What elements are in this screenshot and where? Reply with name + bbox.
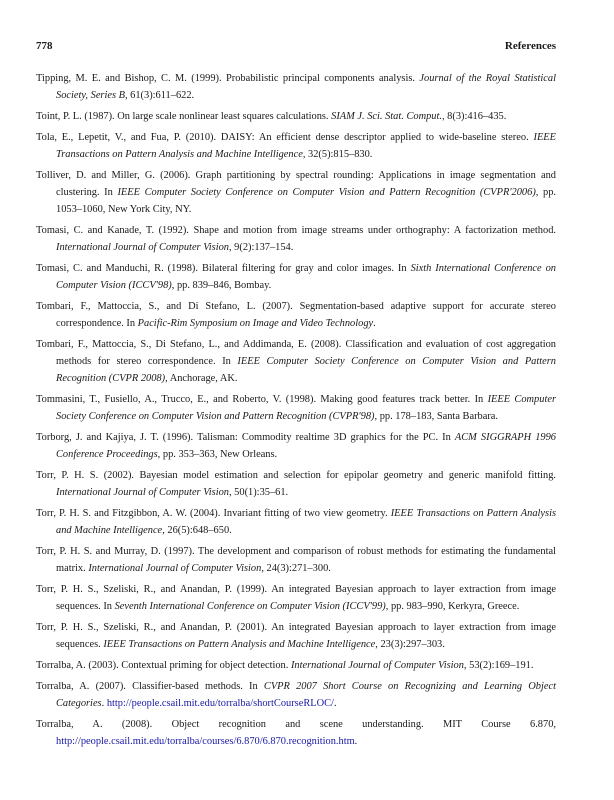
reference-entry [36,391,556,425]
reference-entry [36,581,556,615]
reference-details: , 24(3):271–300. [261,563,331,574]
reference-entry [36,222,556,256]
reference-venue: IEEE Computer Society Conference on Computer Vision and Pattern Recognition (CVPR'2006) [117,187,536,198]
reference-text: Toint, P. L. (1987). On large scale nonlinear least squares calculations. [36,111,332,122]
reference-text: Torr, P. H. S., Szeliski, R., and Anandan, P. (2001). An integrated Bayesian approach to layer extraction from image sequences. [36,622,556,650]
reference-text: Torr, P. H. S. and Murray, D. (1997). The development and comparison of robust methods for estimating the fundamental matrix. [36,546,556,574]
reference-tail: . [354,736,358,747]
page-number: 778 [36,40,53,52]
reference-venue: ACM SIGGRAPH 1996 Conference Proceedings [56,432,556,460]
reference-details: , 8(3):416–435. [441,111,507,122]
reference-venue: SIAM J. Sci. Stat. Comput. [331,111,442,122]
reference-tail: . [333,698,337,709]
reference-entry [36,298,556,332]
reference-text: Torralba, A. (2008). Object recognition and scene understanding. MIT Course 6.870, [36,719,556,730]
reference-details: , 53(2):169–191. [463,660,534,671]
reference-text: Torr, P. H. S. and Fitzgibbon, A. W. (2004). Invariant fitting of two view geometry. [36,508,391,519]
reference-entry [36,429,556,463]
reference-entry [36,129,556,163]
reference-entry [36,108,556,125]
reference-entry [36,336,556,387]
reference-venue: International Journal of Computer Vision [56,487,229,498]
reference-details: . [373,318,376,329]
reference-text: Torborg, J. and Kajiya, J. T. (1996). Talisman: Commodity realtime 3D graphics for the PC. In [36,432,455,443]
reference-link[interactable]: http://people.csail.mit.edu/torralba/courses/6.870/6.870.recognition.htm [56,736,355,747]
section-title: References [504,40,556,52]
reference-details: , 61(3):611–622. [124,90,195,101]
reference-venue: CVPR 2007 Short Course on Recognizing and Learning Object Categories [56,681,556,709]
reference-text: Tombari, F., Mattoccia, S., and Di Stefano, L. (2007). Segmentation-based adaptive support for accurate stereo correspondence. In [36,301,556,329]
reference-text: Tipping, M. E. and Bishop, C. M. (1999). Probabilistic principal components analysis. [36,73,420,84]
reference-entry [36,543,556,577]
reference-entry [36,716,556,750]
reference-venue: Sixth International Conference on Computer Vision (ICCV'98) [56,263,556,291]
reference-details: , pp. 983–990, Kerkyra, Greece. [385,601,520,612]
reference-venue: Journal of the Royal Statistical Society, Series B [56,73,557,101]
reference-details: , pp. 178–183, Santa Barbara. [374,411,499,422]
reference-text: Tomasi, C. and Kanade, T. (1992). Shape and motion from image streams under orthography: A factorization method. [36,225,556,236]
reference-details: , 50(1):35–61. [228,487,289,498]
reference-details: , pp. 1053–1060, New York City, NY. [56,187,556,215]
reference-text: Torralba, A. (2003). Contextual priming for object detection. [36,660,291,671]
reference-details: , Anchorage, AK. [165,373,238,384]
reference-venue: Seventh International Conference on Computer Vision (ICCV'99) [114,601,386,612]
reference-venue: International Journal of Computer Vision [56,242,229,253]
reference-entry [36,619,556,653]
reference-entry [36,467,556,501]
reference-entry [36,657,556,674]
reference-venue: IEEE Computer Society Conference on Computer Vision and Pattern Recognition (CVPR'98) [56,394,556,422]
reference-text: Torr, P. H. S. (2002). Bayesian model estimation and selection for epipolar geometry and generic manifold fitting. [36,470,556,481]
running-header [36,40,556,52]
reference-venue: IEEE Transactions on Pattern Analysis and Machine Intelligence [103,639,376,650]
reference-details: , 23(3):297–303. [375,639,445,650]
reference-text: Torralba, A. (2007). Classifier-based methods. In [36,681,264,692]
reference-venue: IEEE Transactions on Pattern Analysis and Machine Intelligence [56,508,556,536]
reference-entry [36,70,556,104]
reference-details: , pp. 839–846, Bombay. [171,280,272,291]
reference-text: Tolliver, D. and Miller, G. (2006). Graph partitioning by spectral rounding: Applications in image segmentation and clustering. In [36,170,556,198]
reference-details: , 26(5):648–650. [162,525,232,536]
reference-venue: IEEE Transactions on Pattern Analysis and Machine Intelligence [56,132,556,160]
reference-list [36,70,556,754]
reference-text: Tola, E., Lepetit, V., and Fua, P. (2010). DAISY: An efficient dense descriptor applied to wide-baseline stereo. [36,132,534,143]
reference-venue: Pacific-Rim Symposium on Image and Video Technology [137,318,374,329]
reference-entry [36,167,556,218]
reference-details: , 9(2):137–154. [228,242,294,253]
reference-venue: International Journal of Computer Vision [290,660,464,671]
reference-text: Tomasi, C. and Manduchi, R. (1998). Bilateral filtering for gray and color images. In [36,263,411,274]
reference-text: Tommasini, T., Fusiello, A., Trucco, E., and Roberto, V. (1998). Making good features track better. In [36,394,488,405]
reference-venue: International Journal of Computer Vision [88,563,262,574]
reference-venue: IEEE Computer Society Conference on Computer Vision and Pattern Recognition (CVPR 2008) [56,356,557,384]
reference-text: Torr, P. H. S., Szeliski, R., and Anandan, P. (1999). An integrated Bayesian approach to layer extraction from image sequences. In [36,584,556,612]
reference-details: , 32(5):815–830. [302,149,373,160]
reference-details: . [101,698,107,709]
reference-entry [36,260,556,294]
reference-text: Tombari, F., Mattoccia, S., Di Stefano, L., and Addimanda, E. (2008). Classification and evaluation of cost aggregation methods for stereo correspondence. In [36,339,556,367]
reference-entry [36,505,556,539]
reference-entry [36,678,556,712]
reference-details: , pp. 353–363, New Orleans. [157,449,278,460]
reference-link[interactable]: http://people.csail.mit.edu/torralba/shortCourseRLOC/ [106,698,334,709]
